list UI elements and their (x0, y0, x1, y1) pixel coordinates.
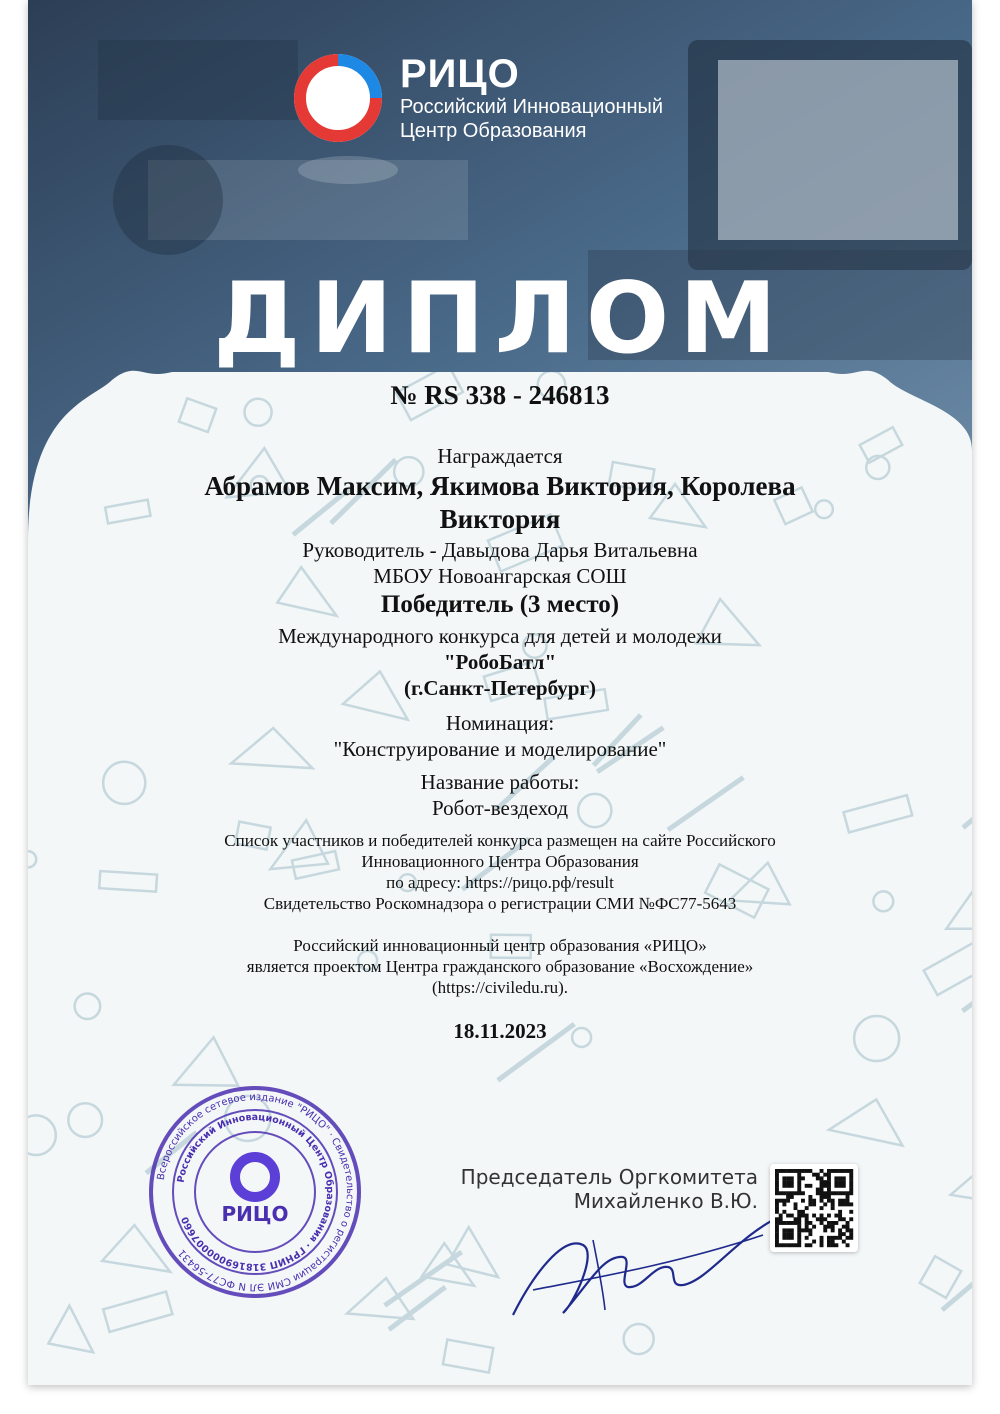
qr-module (782, 1191, 786, 1195)
qr-module (834, 1184, 838, 1188)
qr-module (801, 1210, 805, 1214)
qr-module (846, 1221, 850, 1225)
qr-module (816, 1173, 820, 1177)
qr-module (827, 1221, 831, 1225)
qr-module (846, 1228, 850, 1232)
qr-module (849, 1180, 853, 1184)
qr-module (775, 1191, 779, 1195)
qr-module (831, 1202, 835, 1206)
qr-module (775, 1199, 779, 1203)
project-line: (https://civiledu.ru). (432, 978, 568, 997)
qr-module (831, 1199, 835, 1203)
qr-module (805, 1169, 809, 1173)
qr-module (782, 1169, 786, 1173)
qr-module (831, 1225, 835, 1229)
qr-module (786, 1214, 790, 1218)
qr-module (797, 1176, 801, 1180)
info-line: по адресу: https://рицо.рф/result (386, 873, 614, 892)
awarded-label: Награждается (437, 444, 563, 468)
qr-module (779, 1199, 783, 1203)
qr-module (805, 1214, 809, 1218)
qr-module (842, 1217, 846, 1221)
qr-module (827, 1214, 831, 1218)
qr-module (808, 1232, 812, 1236)
chair-title: Председатель Оргкомитета (460, 1165, 758, 1189)
qr-module (820, 1217, 824, 1221)
qr-module (786, 1195, 790, 1199)
doodle-shape (447, 1227, 498, 1277)
qr-module (805, 1243, 809, 1247)
qr-module (775, 1228, 779, 1232)
qr-module (794, 1202, 798, 1206)
qr-module (820, 1195, 824, 1199)
qr-module (786, 1243, 790, 1247)
qr-module (786, 1236, 790, 1240)
qr-module (775, 1225, 779, 1229)
qr-module (794, 1243, 798, 1247)
qr-module (838, 1191, 842, 1195)
qr-module (775, 1221, 779, 1225)
chair-name: Михайленко В.Ю. (573, 1189, 758, 1213)
qr-module (849, 1191, 853, 1195)
stamp-outer-text: Всероссийское сетевое издание "РИЦО" · Свидетельство о регистрации СМИ ЭЛ N ФС77-56431 (155, 1091, 356, 1293)
qr-module (786, 1221, 790, 1225)
qr-module (846, 1199, 850, 1203)
qr-module (827, 1184, 831, 1188)
qr-module (838, 1232, 842, 1236)
diploma-sheet (28, 0, 972, 1385)
qr-module (816, 1188, 820, 1192)
qr-module (786, 1191, 790, 1195)
qr-module (820, 1184, 824, 1188)
qr-module (801, 1176, 805, 1180)
qr-module (823, 1184, 827, 1188)
award-place: Победитель (3 место) (380, 591, 620, 618)
qr-module (797, 1225, 801, 1229)
qr-module (786, 1184, 790, 1188)
qr-module (827, 1180, 831, 1184)
qr-module (842, 1199, 846, 1203)
qr-module (842, 1176, 846, 1180)
qr-module (801, 1191, 805, 1195)
qr-module (782, 1243, 786, 1247)
rico-logo (290, 50, 710, 150)
qr-module (790, 1221, 794, 1225)
doodle-shape (48, 1306, 93, 1353)
qr-module (808, 1228, 812, 1232)
qr-module (820, 1188, 824, 1192)
work-title-value: Робот-вездеход (431, 796, 569, 820)
qr-module (834, 1214, 838, 1218)
qr-module (834, 1221, 838, 1225)
qr-module (805, 1217, 809, 1221)
qr-module (782, 1199, 786, 1203)
doodle-shape (920, 1256, 961, 1298)
qr-module (838, 1210, 842, 1214)
qr-module (808, 1169, 812, 1173)
qr-module (834, 1176, 838, 1180)
qr-module (838, 1236, 842, 1240)
qr-module (842, 1169, 846, 1173)
qr-module (831, 1240, 835, 1244)
qr-module (801, 1199, 805, 1203)
work-title-label: Название работы: (420, 770, 580, 794)
qr-module (797, 1228, 801, 1232)
leader-line: Руководитель - Давыдова Дарья Витальевна (302, 538, 698, 562)
qr-module (812, 1173, 816, 1177)
nomination-label: Номинация: (445, 711, 555, 735)
qr-module (790, 1191, 794, 1195)
handwritten-signature (493, 1195, 793, 1325)
qr-module (823, 1173, 827, 1177)
qr-module (838, 1176, 842, 1180)
qr-module (820, 1199, 824, 1203)
qr-module (775, 1176, 779, 1180)
qr-module (827, 1199, 831, 1203)
qr-module (782, 1176, 786, 1180)
logo-name: РИЦО (400, 52, 520, 96)
qr-module (786, 1180, 790, 1184)
qr-module (797, 1221, 801, 1225)
qr-module (790, 1236, 794, 1240)
qr-module (775, 1173, 779, 1177)
qr-module (849, 1173, 853, 1177)
qr-module (794, 1217, 798, 1221)
qr-module (827, 1191, 831, 1195)
qr-module (782, 1180, 786, 1184)
qr-module (775, 1184, 779, 1188)
qr-module (846, 1243, 850, 1247)
qr-module (827, 1236, 831, 1240)
qr-module (779, 1217, 783, 1221)
qr-module (838, 1202, 842, 1206)
qr-module (820, 1191, 824, 1195)
qr-module (775, 1210, 779, 1214)
doodle-shape (829, 1099, 903, 1145)
qr-module (782, 1236, 786, 1240)
qr-module (775, 1206, 779, 1210)
qr-module (834, 1169, 838, 1173)
qr-module (797, 1236, 801, 1240)
qr-module (775, 1236, 779, 1240)
qr-module (842, 1240, 846, 1244)
qr-module (831, 1228, 835, 1232)
qr-module (797, 1191, 801, 1195)
contest-city: (г.Санкт-Петербург) (404, 676, 596, 700)
qr-module (775, 1202, 779, 1206)
qr-module (808, 1243, 812, 1247)
contest-description: Международного конкурса для детей и молодежи (278, 624, 722, 648)
qr-module (775, 1180, 779, 1184)
recipients-text: Абрамов Максим, Якимова Виктория, Королева Виктория (204, 471, 796, 534)
qr-module (842, 1202, 846, 1206)
qr-module (794, 1206, 798, 1210)
qr-module (790, 1169, 794, 1173)
qr-module (790, 1180, 794, 1184)
qr-module (794, 1169, 798, 1173)
qr-module (816, 1191, 820, 1195)
qr-module (775, 1240, 779, 1244)
qr-module (842, 1191, 846, 1195)
qr-module (808, 1184, 812, 1188)
qr-module (797, 1188, 801, 1192)
qr-module (782, 1228, 786, 1232)
qr-module (849, 1232, 853, 1236)
qr-module (834, 1180, 838, 1184)
qr-module (831, 1221, 835, 1225)
qr-module (797, 1214, 801, 1218)
qr-module (820, 1214, 824, 1218)
qr-module (831, 1236, 835, 1240)
school-name: МБОУ Новоангарская СОШ (373, 564, 627, 588)
qr-module (786, 1232, 790, 1236)
qr-module (827, 1169, 831, 1173)
qr-module (797, 1210, 801, 1214)
qr-module (838, 1214, 842, 1218)
qr-module (775, 1232, 779, 1236)
qr-module (790, 1195, 794, 1199)
qr-module (808, 1202, 812, 1206)
qr-module (808, 1199, 812, 1203)
doodle-shape (951, 1164, 972, 1206)
info-line: Список участников и победителей конкурса размещен на сайте Российского (224, 831, 776, 850)
qr-module (827, 1243, 831, 1247)
qr-module (823, 1225, 827, 1229)
qr-module (831, 1206, 835, 1210)
diploma-title: ДИПЛОМ (213, 262, 787, 376)
qr-module (797, 1180, 801, 1184)
project-line: является проектом Центра гражданского образование «Восхождение» (246, 957, 754, 976)
qr-module (790, 1176, 794, 1180)
qr-module (805, 1221, 809, 1225)
doodle-shape (443, 1340, 493, 1373)
project-info-block (28, 935, 972, 998)
qr-module (782, 1210, 786, 1214)
qr-module (827, 1225, 831, 1229)
qr-module (849, 1217, 853, 1221)
qr-module (820, 1206, 824, 1210)
qr-module (831, 1169, 835, 1173)
qr-module (849, 1210, 853, 1214)
qr-module (823, 1191, 827, 1195)
doodle-shape (385, 1252, 462, 1305)
qr-module (849, 1184, 853, 1188)
qr-module (823, 1202, 827, 1206)
qr-module (782, 1221, 786, 1225)
qr-module (820, 1176, 824, 1180)
qr-module (834, 1191, 838, 1195)
qr-module (827, 1188, 831, 1192)
qr-module (786, 1228, 790, 1232)
qr-module (782, 1232, 786, 1236)
qr-module (775, 1217, 779, 1221)
qr-module (820, 1180, 824, 1184)
stamp-center-name: РИЦО (221, 1202, 289, 1226)
qr-module (786, 1176, 790, 1180)
qr-module (779, 1191, 783, 1195)
qr-module (820, 1221, 824, 1225)
qr-module (801, 1228, 805, 1232)
qr-module (820, 1169, 824, 1173)
logo-subtitle-line-2: Центр Образования (400, 120, 587, 142)
recipients-names (28, 470, 972, 536)
qr-module (831, 1191, 835, 1195)
qr-module (797, 1184, 801, 1188)
doodle-shape (624, 1324, 654, 1354)
qr-module (823, 1217, 827, 1221)
qr-module (805, 1236, 809, 1240)
qr-module (820, 1240, 824, 1244)
contest-name: "РобоБатл" (443, 650, 557, 674)
qr-module (820, 1243, 824, 1247)
organization-stamp (148, 1085, 362, 1299)
qr-module (834, 1243, 838, 1247)
qr-module (812, 1214, 816, 1218)
qr-module (838, 1228, 842, 1232)
qr-module (823, 1180, 827, 1184)
qr-module (797, 1243, 801, 1247)
qr-module (812, 1199, 816, 1203)
qr-module (805, 1228, 809, 1232)
qr-module (846, 1169, 850, 1173)
qr-module (838, 1184, 842, 1188)
qr-module (790, 1232, 794, 1236)
qr-module (775, 1188, 779, 1192)
qr-module (842, 1184, 846, 1188)
qr-module (846, 1202, 850, 1206)
qr-module (797, 1240, 801, 1244)
qr-module (827, 1240, 831, 1244)
issue-date: 18.11.2023 (453, 1019, 547, 1043)
qr-module (842, 1232, 846, 1236)
qr-module (779, 1243, 783, 1247)
stamp-inner-text: Российский Инновационный Центр Образования · ГРНИП 318169000007660 (175, 1111, 336, 1273)
qr-module (786, 1199, 790, 1203)
qr-module (797, 1173, 801, 1177)
qr-module (842, 1225, 846, 1229)
qr-module (827, 1173, 831, 1177)
qr-module (775, 1243, 779, 1247)
qr-module (816, 1176, 820, 1180)
qr-module (779, 1221, 783, 1225)
qr-module (831, 1243, 835, 1247)
qr-module (846, 1225, 850, 1229)
qr-module (812, 1202, 816, 1206)
qr-module (805, 1225, 809, 1229)
results-info-block (28, 830, 972, 914)
doodle-shape (174, 1037, 238, 1085)
qr-module (827, 1195, 831, 1199)
qr-module (779, 1214, 783, 1218)
qr-module (812, 1225, 816, 1229)
qr-module (775, 1169, 779, 1173)
qr-module (812, 1240, 816, 1244)
qr-module (838, 1217, 842, 1221)
qr-module (827, 1176, 831, 1180)
qr-code[interactable] (770, 1164, 858, 1252)
qr-module (842, 1180, 846, 1184)
qr-module (779, 1169, 783, 1173)
qr-module (820, 1236, 824, 1240)
qr-module (805, 1184, 809, 1188)
logo-subtitle-line-1: Российский Инновационный (400, 96, 664, 118)
nomination-value: "Конструирование и моделирование" (333, 737, 667, 761)
qr-module (790, 1214, 794, 1218)
qr-module (849, 1228, 853, 1232)
qr-module (786, 1169, 790, 1173)
qr-module (797, 1232, 801, 1236)
qr-module (794, 1221, 798, 1225)
doodle-shape (28, 1115, 56, 1155)
qr-module (849, 1236, 853, 1240)
qr-module (846, 1191, 850, 1195)
qr-module (790, 1184, 794, 1188)
project-line: Российский инновационный центр образования «РИЦО» (293, 936, 707, 955)
info-line: Свидетельство Роскомнадзора о регистрации СМИ №ФС77-5643 (263, 894, 737, 913)
qr-module (838, 1180, 842, 1184)
qr-module (808, 1195, 812, 1199)
qr-module (790, 1243, 794, 1247)
qr-module (823, 1195, 827, 1199)
qr-module (849, 1188, 853, 1192)
info-line: Инновационного Центра Образования (361, 852, 639, 871)
qr-module (849, 1176, 853, 1180)
qr-module (838, 1199, 842, 1203)
diploma-number: № RS 338 - 246813 (390, 380, 610, 410)
qr-module (849, 1169, 853, 1173)
qr-module (794, 1191, 798, 1195)
qr-module (782, 1184, 786, 1188)
qr-module (797, 1169, 801, 1173)
qr-module (801, 1169, 805, 1173)
doodle-shape (68, 1103, 102, 1137)
qr-module (849, 1202, 853, 1206)
qr-module (834, 1236, 838, 1240)
qr-module (823, 1228, 827, 1232)
rico-logo-icon (290, 50, 386, 146)
qr-module (846, 1236, 850, 1240)
qr-module (797, 1217, 801, 1221)
qr-module (801, 1214, 805, 1218)
qr-module (838, 1169, 842, 1173)
qr-module (846, 1195, 850, 1199)
qr-module (790, 1228, 794, 1232)
qr-module (782, 1202, 786, 1206)
qr-module (808, 1221, 812, 1225)
qr-module (805, 1206, 809, 1210)
qr-module (816, 1217, 820, 1221)
